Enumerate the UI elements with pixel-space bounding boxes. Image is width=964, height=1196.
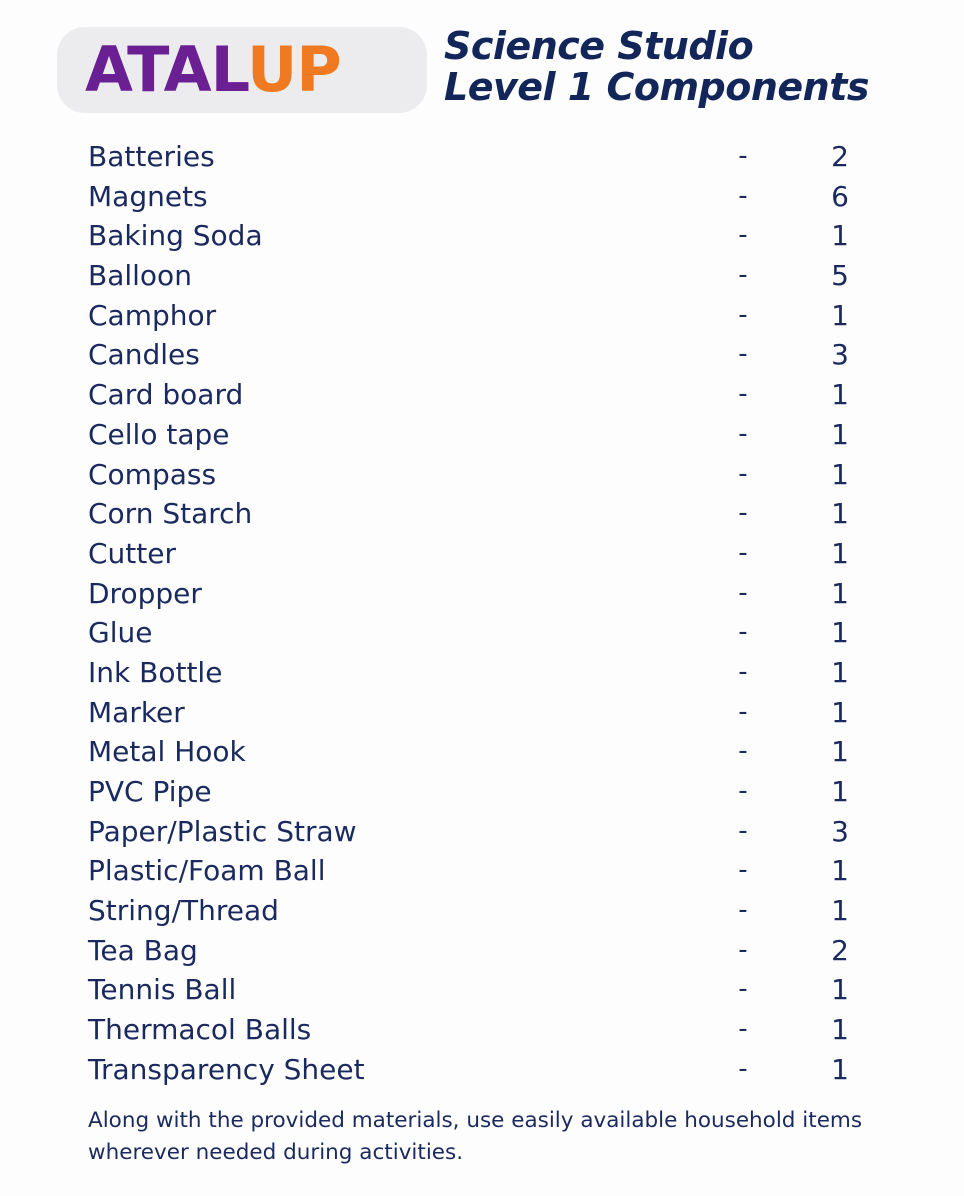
- item-separator: -: [738, 379, 748, 410]
- list-item: [0, 970, 964, 1010]
- item-quantity: 1: [831, 378, 849, 412]
- item-separator: -: [738, 180, 748, 211]
- item-name: Ink Bottle: [88, 655, 223, 689]
- list-item: [0, 296, 964, 336]
- list-item: [0, 375, 964, 415]
- list-item: [0, 851, 964, 891]
- item-name: Paper/Plastic Straw: [88, 814, 357, 848]
- item-name: Metal Hook: [88, 735, 246, 769]
- item-quantity: 5: [831, 259, 849, 293]
- list-item: [0, 653, 964, 693]
- item-quantity: 1: [831, 536, 849, 570]
- logo-wordmark: [85, 35, 341, 105]
- item-separator: -: [738, 418, 748, 449]
- title-line-2: Level 1 Components: [444, 65, 870, 109]
- item-name: Compass: [88, 457, 217, 491]
- item-separator: -: [738, 577, 748, 608]
- list-item: [0, 494, 964, 534]
- list-item: [0, 137, 964, 177]
- item-separator: -: [738, 537, 748, 568]
- item-name: Thermacol Balls: [88, 1013, 312, 1047]
- item-separator: -: [738, 498, 748, 529]
- item-separator: -: [738, 1014, 748, 1045]
- page-title: [444, 26, 944, 108]
- item-name: Cello tape: [88, 417, 230, 451]
- item-name: Balloon: [88, 259, 192, 293]
- item-name: String/Thread: [88, 894, 279, 928]
- item-name: Dropper: [88, 576, 202, 610]
- item-separator: -: [738, 974, 748, 1005]
- item-name: Marker: [88, 695, 185, 729]
- item-quantity: 1: [831, 894, 849, 928]
- list-item: [0, 613, 964, 653]
- item-name: Plastic/Foam Ball: [88, 854, 326, 888]
- item-quantity: 1: [831, 616, 849, 650]
- item-name: Cutter: [88, 536, 176, 570]
- item-quantity: 1: [831, 457, 849, 491]
- item-quantity: 1: [831, 775, 849, 808]
- list-item: [0, 891, 964, 931]
- item-name: Tennis Ball: [88, 973, 237, 1007]
- item-quantity: 3: [831, 338, 849, 372]
- item-separator: -: [738, 656, 748, 687]
- item-separator: -: [738, 220, 748, 251]
- item-separator: -: [738, 339, 748, 370]
- list-item: [0, 534, 964, 574]
- item-separator: -: [738, 141, 748, 171]
- item-separator: -: [738, 736, 748, 767]
- item-quantity: 1: [831, 497, 849, 531]
- item-quantity: 6: [831, 179, 849, 213]
- list-item: [0, 1010, 964, 1050]
- item-name: Corn Starch: [88, 497, 253, 531]
- item-separator: -: [738, 934, 748, 965]
- list-item: [0, 455, 964, 495]
- item-quantity: 1: [831, 1052, 849, 1086]
- item-quantity: 1: [831, 1013, 849, 1047]
- item-separator: -: [738, 1053, 748, 1084]
- item-separator: -: [738, 815, 748, 846]
- item-quantity: 1: [831, 417, 849, 451]
- item-name: Tea Bag: [88, 933, 198, 967]
- item-name: Card board: [88, 378, 244, 412]
- item-quantity: 1: [831, 219, 849, 253]
- list-item: [0, 1050, 964, 1090]
- item-quantity: 3: [831, 814, 849, 848]
- item-separator: -: [738, 458, 748, 489]
- list-item: [0, 931, 964, 971]
- item-separator: -: [738, 776, 748, 806]
- item-name: Camphor: [88, 298, 217, 332]
- item-name: Baking Soda: [88, 219, 263, 253]
- list-item: [0, 732, 964, 772]
- list-item: [0, 177, 964, 217]
- list-item: [0, 772, 964, 812]
- list-item: [0, 693, 964, 733]
- item-separator: -: [738, 696, 748, 727]
- list-item: [0, 415, 964, 455]
- item-quantity: 1: [831, 735, 849, 769]
- item-name: Transparency Sheet: [88, 1052, 365, 1086]
- list-item: [0, 335, 964, 375]
- item-quantity: 2: [831, 933, 849, 967]
- list-item: [0, 574, 964, 614]
- item-name: Glue: [88, 616, 153, 650]
- logo-wordmark-up: UP: [246, 33, 341, 106]
- footer-note: Along with the provided materials, use easily available household items wherever needed during activities.: [88, 1108, 863, 1165]
- item-quantity: 1: [831, 298, 849, 332]
- title-line-1: Science Studio: [444, 24, 754, 68]
- brand-logo: [57, 27, 427, 113]
- item-quantity: 1: [831, 576, 849, 610]
- list-item: [0, 216, 964, 256]
- list-item: [0, 812, 964, 852]
- item-name: PVC Pipe: [88, 775, 212, 808]
- item-separator: -: [738, 855, 748, 886]
- item-name: Candles: [88, 338, 200, 372]
- item-separator: -: [738, 299, 748, 330]
- item-name: Batteries: [88, 140, 215, 173]
- item-quantity: 1: [831, 655, 849, 689]
- item-quantity: 1: [831, 973, 849, 1007]
- item-name: Magnets: [88, 179, 208, 213]
- item-separator: -: [738, 617, 748, 648]
- components-list: [0, 137, 964, 1090]
- item-quantity: 1: [831, 695, 849, 729]
- item-separator: -: [738, 895, 748, 926]
- item-quantity: 1: [831, 854, 849, 888]
- list-item: [0, 256, 964, 296]
- logo-wordmark-atal: ATAL: [85, 33, 247, 106]
- item-separator: -: [738, 260, 748, 291]
- item-quantity: 2: [831, 140, 849, 173]
